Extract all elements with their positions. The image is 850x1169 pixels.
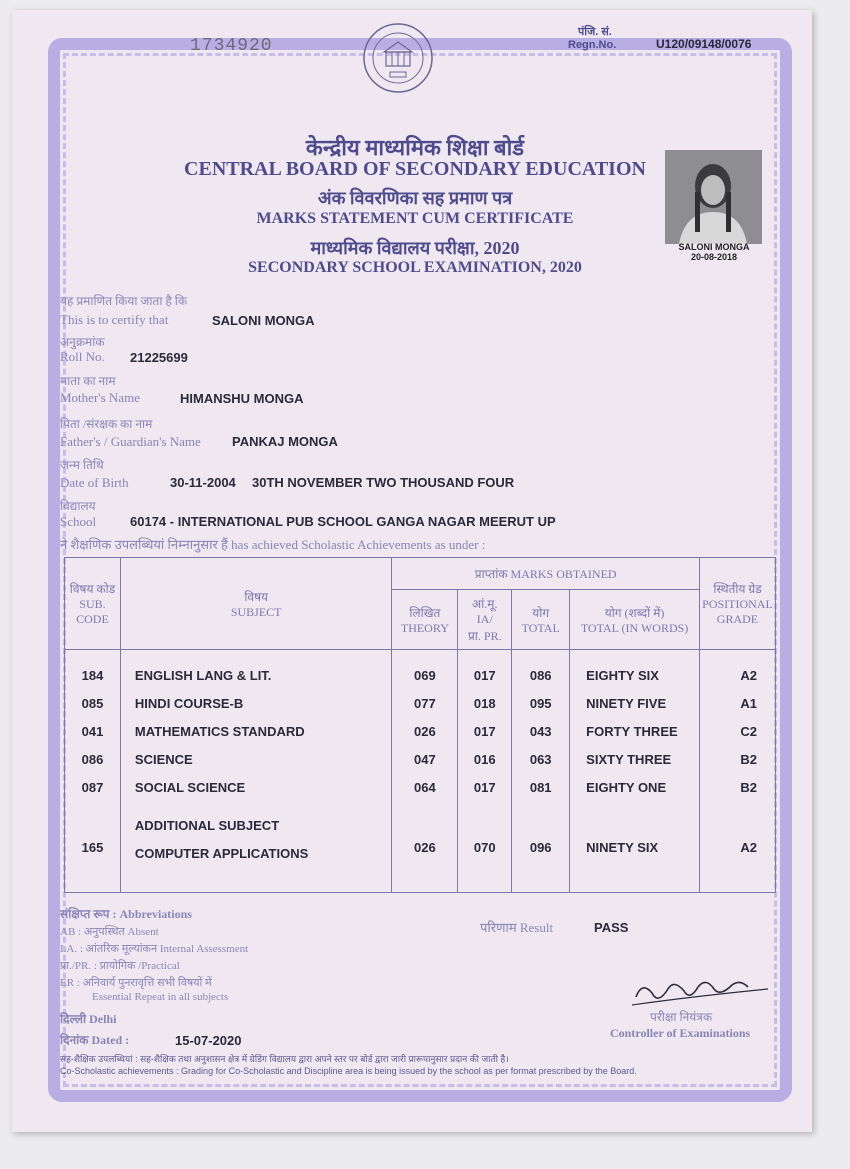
mother-label: Mother's Name bbox=[60, 390, 140, 405]
words-column bbox=[570, 650, 700, 893]
table-row-total: 081 bbox=[529, 780, 552, 795]
controller-label: Controller of Examinations bbox=[610, 1026, 751, 1040]
footer-note: Co-Scholastic achievements : Grading for Co-Scholastic and Discipline area is being issued by the school as per format prescribed by the Board. bbox=[60, 1066, 637, 1076]
marks-obtained-header bbox=[392, 558, 700, 590]
school-name: 60174 - INTERNATIONAL PUB SCHOOL GANGA NAGAR MEERUT UP bbox=[130, 514, 556, 529]
dob-words: 30TH NOVEMBER TWO THOUSAND FOUR bbox=[252, 475, 515, 490]
regn-number: U120/09148/0076 bbox=[656, 37, 752, 51]
table-row-words: NINETY SIX bbox=[586, 840, 659, 855]
achievement-text: ने शैक्षणिक उपलब्धियां निम्नानुसार हैं has achieved Scholastic Achievements as under : bbox=[60, 537, 486, 552]
table-row-subject: SCIENCE bbox=[134, 752, 193, 767]
table-row-theory: 026 bbox=[414, 724, 436, 739]
school-label: School bbox=[60, 514, 97, 529]
marks-table bbox=[64, 557, 776, 893]
abbr-absent: AB : अनुपस्थित Absent bbox=[60, 926, 159, 938]
certify-label: This is to certify that bbox=[60, 312, 169, 327]
col-ia-header bbox=[458, 590, 512, 650]
father-name: PANKAJ MONGA bbox=[232, 434, 338, 449]
table-row-ia: 018 bbox=[473, 696, 496, 711]
abbreviations-title: संक्षिप्त रूप : Abbreviations bbox=[60, 907, 192, 921]
table-row-ia: 016 bbox=[473, 752, 496, 767]
dob-label: Date of Birth bbox=[60, 475, 129, 490]
photo-date: 20-08-2018 bbox=[690, 252, 738, 262]
photo-caption bbox=[660, 242, 768, 262]
total-column bbox=[512, 650, 570, 893]
table-row-code: 085 bbox=[81, 696, 104, 711]
exam-title: SECONDARY SCHOOL EXAMINATION, 2020 bbox=[248, 259, 582, 276]
col-words-english: TOTAL (IN WORDS) bbox=[580, 620, 689, 635]
student-photo bbox=[665, 150, 762, 244]
table-row-words: SIXTY THREE bbox=[586, 752, 672, 767]
table-row-code: 041 bbox=[81, 724, 104, 739]
table-row-subject: MATHEMATICS STANDARD bbox=[134, 724, 305, 739]
table-header-row bbox=[65, 558, 776, 590]
table-row-ia: 017 bbox=[473, 724, 496, 739]
father-label: Father's / Guardian's Name bbox=[60, 434, 201, 449]
abbr-practical: प्रा./PR. : प्रायोगिक /Practical bbox=[60, 960, 180, 972]
abbr-internal-assessment: I.A. : आंतरिक मूल्यांकन Internal Assessment bbox=[60, 943, 249, 955]
table-row-grade: A1 bbox=[740, 696, 757, 711]
table-row-words: FORTY THREE bbox=[586, 724, 678, 739]
table-row-theory: 047 bbox=[414, 752, 436, 767]
table-row-words: EIGHTY ONE bbox=[586, 780, 667, 795]
regn-label-hindi: पंजि. सं. bbox=[578, 26, 612, 38]
table-row-ia: 017 bbox=[473, 780, 496, 795]
father-label-hindi: पिता /संरक्षक का नाम bbox=[60, 417, 153, 431]
table-row-ia: 070 bbox=[473, 840, 496, 855]
table-row-subject: SOCIAL SCIENCE bbox=[134, 780, 246, 795]
table-row-total: 086 bbox=[529, 668, 552, 683]
col-words-hindi: योग (शब्दों में) bbox=[604, 605, 665, 620]
table-row-theory: 026 bbox=[414, 840, 436, 855]
col-code-english: SUB. CODE bbox=[76, 597, 109, 626]
ia-column bbox=[458, 650, 512, 893]
col-grade-english: POSITIONAL GRADE bbox=[702, 597, 773, 626]
additional-subject-label: ADDITIONAL SUBJECT bbox=[134, 818, 280, 833]
serial-number: 1734920 bbox=[190, 36, 273, 56]
col-ia-hindi: आं.मू. bbox=[472, 597, 498, 611]
col-grade-header bbox=[699, 558, 775, 650]
col-theory-hindi: लिखित bbox=[409, 605, 441, 620]
footer-note-hindi: सह-शैक्षिक उपलब्धियां : सह-शैक्षिक तथा अनुशासन क्षेत्र में ग्रेडिंग विद्यालय द्वारा अपने स्तर पर बोर्ड द्वारा जारी प्रारूपानुसार प्रदान की जाती है। bbox=[60, 1054, 509, 1064]
result-label: परिणाम Result bbox=[480, 920, 554, 935]
result-value: PASS bbox=[594, 920, 629, 935]
col-total-header bbox=[512, 590, 570, 650]
table-row-grade: A2 bbox=[740, 840, 757, 855]
doc-title: MARKS STATEMENT CUM CERTIFICATE bbox=[256, 210, 574, 227]
table-row-grade: B2 bbox=[740, 780, 757, 795]
col-theory-english: THEORY bbox=[400, 620, 449, 635]
school-label-hindi: विद्यालय bbox=[60, 499, 96, 513]
doc-title-hindi: अंक विवरणिका सह प्रमाण पत्र bbox=[317, 188, 513, 208]
exam-title-hindi: माध्यमिक विद्यालय परीक्षा, 2020 bbox=[310, 238, 520, 258]
table-row-total: 095 bbox=[529, 696, 552, 711]
mother-label-hindi: माता का नाम bbox=[60, 374, 116, 388]
col-code-hindi: विषय कोड bbox=[69, 582, 116, 596]
table-row-spacer bbox=[66, 802, 119, 830]
regn-label bbox=[568, 24, 616, 51]
abbr-essential-repeat: Essential Repeat in all subjects bbox=[92, 991, 229, 1003]
marks-obtained-english: MARKS OBTAINED bbox=[510, 567, 617, 581]
theory-column bbox=[392, 650, 458, 893]
red-stamp bbox=[26, 30, 156, 52]
table-row-code: 086 bbox=[81, 752, 104, 767]
table-row-total: 096 bbox=[529, 840, 552, 855]
col-ia-english: IA/ bbox=[476, 612, 493, 626]
dated-label: दिनांक Dated : bbox=[60, 1033, 130, 1047]
mother-name: HIMANSHU MONGA bbox=[180, 391, 304, 406]
place-label: दिल्ली Delhi bbox=[60, 1012, 117, 1026]
table-row-spacer bbox=[459, 802, 510, 830]
certify-label-hindi: यह प्रमाणित किया जाता है कि bbox=[60, 294, 188, 308]
board-title-hindi: केन्द्रीय माध्यमिक शिक्षा बोर्ड bbox=[305, 135, 525, 160]
table-row-subject: ENGLISH LANG & LIT. bbox=[134, 668, 272, 683]
table-row-code: 184 bbox=[81, 668, 104, 683]
col-grade-hindi: स्थितीय ग्रेड bbox=[713, 582, 762, 596]
table-row-code: 165 bbox=[81, 840, 104, 855]
col-ia-pr: प्रा. PR. bbox=[467, 629, 502, 643]
portrait-icon bbox=[665, 150, 762, 244]
table-row-spacer bbox=[701, 802, 757, 830]
table-row-words: EIGHTY SIX bbox=[586, 668, 659, 683]
photo-name: SALONI MONGA bbox=[678, 242, 750, 252]
table-row-grade: B2 bbox=[740, 752, 757, 767]
dob-label-hindi: जन्म तिथि bbox=[60, 458, 104, 472]
col-words-header bbox=[570, 590, 700, 650]
table-row-spacer bbox=[586, 802, 698, 830]
col-total-hindi: योग bbox=[532, 605, 550, 620]
col-subject-header bbox=[120, 558, 391, 650]
dob-value: 30-11-2004 bbox=[170, 475, 236, 490]
roll-number: 21225699 bbox=[130, 350, 188, 365]
table-row-grade: C2 bbox=[740, 724, 757, 739]
dated-value: 15-07-2020 bbox=[175, 1033, 242, 1048]
table-row-total: 043 bbox=[529, 724, 552, 739]
controller-label-hindi: परीक्षा नियंत्रक bbox=[650, 1010, 713, 1024]
table-row-spacer bbox=[393, 802, 456, 830]
col-code-header bbox=[65, 558, 121, 650]
col-subject-english: SUBJECT bbox=[230, 604, 282, 619]
table-row-theory: 077 bbox=[414, 696, 436, 711]
grade-column bbox=[699, 650, 775, 893]
student-name: SALONI MONGA bbox=[212, 313, 315, 328]
table-row-ia: 017 bbox=[473, 668, 496, 683]
table-row-words: NINETY FIVE bbox=[586, 696, 667, 711]
table-row-total: 063 bbox=[529, 752, 552, 767]
roll-label-hindi: अनुक्रमांक bbox=[60, 335, 105, 349]
table-row-code: 087 bbox=[81, 780, 104, 795]
abbr-essential-repeat-hindi: ER : अनिवार्य पुनरावृत्ति सभी विषयों में bbox=[60, 977, 212, 989]
subjects-column bbox=[120, 650, 391, 893]
table-row-subject: COMPUTER APPLICATIONS bbox=[134, 846, 309, 861]
codes-column bbox=[65, 650, 121, 893]
col-theory-header bbox=[392, 590, 458, 650]
table-row-spacer bbox=[513, 802, 568, 830]
marks-obtained-hindi: प्राप्तांक bbox=[474, 567, 508, 581]
table-body bbox=[65, 650, 776, 893]
table-row-subject: HINDI COURSE-B bbox=[134, 696, 244, 711]
col-total-english: TOTAL bbox=[521, 620, 560, 635]
cbse-logo-icon bbox=[362, 22, 434, 94]
regn-label-english: Regn.No. bbox=[568, 39, 617, 51]
table-row-theory: 064 bbox=[414, 780, 436, 795]
roll-label: Roll No. bbox=[60, 349, 105, 364]
board-title: CENTRAL BOARD OF SECONDARY EDUCATION bbox=[184, 158, 646, 180]
col-subject-hindi: विषय bbox=[244, 589, 268, 604]
table-row-grade: A2 bbox=[740, 668, 757, 683]
table-row-theory: 069 bbox=[414, 668, 436, 683]
